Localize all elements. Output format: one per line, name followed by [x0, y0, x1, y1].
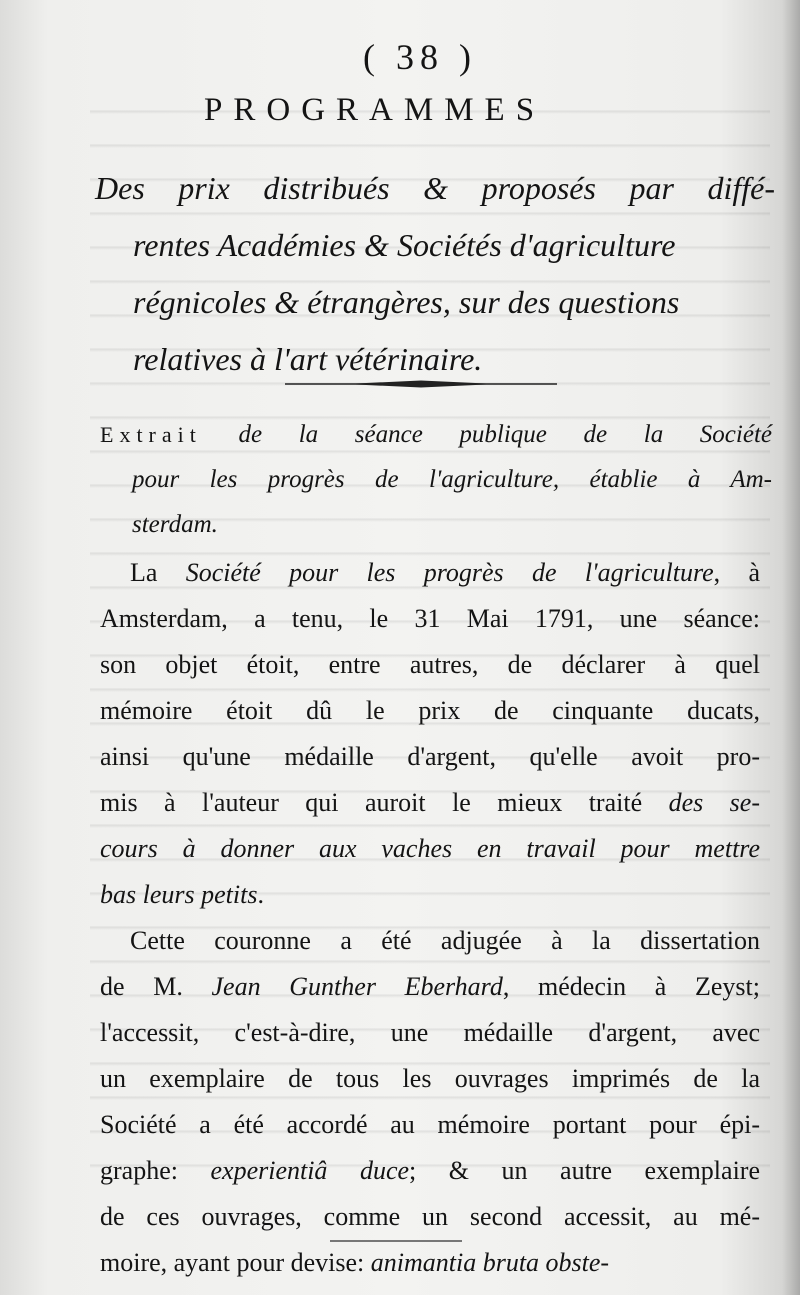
body-line — [100, 688, 760, 734]
subtitle-line: relatives à l'art vétérinaire. — [133, 341, 483, 377]
body-text — [100, 550, 760, 1286]
body-text-segment: l'accessit, c'est-à-dire, une médaille d'argent, avec — [100, 1018, 760, 1047]
body-line — [100, 1056, 760, 1102]
body-line — [100, 596, 760, 642]
body-italic-text: Société pour les progrès de l'agriculture — [185, 558, 714, 587]
body-italic-text: Jean Gunther Eberhard — [211, 972, 503, 1001]
body-line — [100, 550, 760, 596]
extract-line-text: de la séance publique de la Société — [201, 421, 772, 448]
body-text-segment: , médecin à Zeyst; — [502, 972, 760, 1001]
footer-rule — [330, 1240, 462, 1242]
body-text-segment: de M. — [100, 972, 212, 1001]
body-text-segment: son objet étoit, entre autres, de déclarer à quel — [100, 650, 760, 679]
body-line — [100, 780, 760, 826]
extract-heading — [100, 412, 772, 547]
body-text-segment: mis à l'auteur qui auroit le mieux traité — [100, 788, 669, 817]
body-text-segment: ; & un autre exemplaire — [409, 1156, 760, 1185]
body-text-segment: Cette couronne a été adjugée à la dissertation — [130, 926, 760, 955]
body-text-segment: mémoire étoit dû le prix de cinquante ducats, — [100, 696, 760, 725]
body-line — [100, 1194, 760, 1240]
body-italic-text: animantia bruta obste- — [370, 1248, 610, 1277]
page-number: ( 38 ) — [363, 37, 477, 77]
body-line — [100, 1010, 760, 1056]
extract-line: pour les progrès de l'agriculture, établie à Am- — [132, 466, 772, 493]
body-line — [100, 872, 760, 918]
body-text-segment: de ces ouvrages, comme un second accessit, au mé- — [100, 1202, 760, 1231]
body-line — [100, 826, 760, 872]
extract-lead-word: Extrait — [100, 422, 202, 447]
body-italic-text: bas leurs petits — [100, 880, 258, 909]
body-text-segment: Amsterdam, a tenu, le 31 Mai 1791, une séance: — [100, 604, 760, 633]
body-line — [100, 964, 760, 1010]
extract-line: sterdam. — [132, 511, 218, 538]
body-text-segment: . — [257, 880, 264, 909]
body-line — [100, 734, 760, 780]
body-line — [100, 918, 760, 964]
body-italic-text: cours à donner aux vaches en travail pour mettre — [100, 834, 760, 863]
subtitle-line: régnicoles & étrangères, sur des questions — [133, 284, 680, 320]
body-line — [100, 642, 760, 688]
section-title: PROGRAMMES — [204, 92, 546, 128]
body-text-segment: graphe: — [100, 1156, 211, 1185]
body-text-segment: moire, ayant pour devise: — [100, 1248, 371, 1277]
body-line — [100, 1148, 760, 1194]
body-text-segment: , à — [713, 558, 760, 587]
page-edge-shadow — [782, 0, 800, 1295]
section-subtitle — [95, 160, 775, 388]
body-line — [100, 1102, 760, 1148]
ornamental-rule — [285, 380, 557, 388]
body-text-segment: ainsi qu'une médaille d'argent, qu'elle avoit pro- — [100, 742, 760, 771]
body-text-segment: un exemplaire de tous les ouvrages imprimés de la — [100, 1064, 760, 1093]
subtitle-line: rentes Académies & Sociétés d'agriculture — [133, 227, 676, 263]
body-text-segment: Société a été accordé au mémoire portant pour épi- — [100, 1110, 760, 1139]
subtitle-line: Des prix distribués & proposés par diffé- — [95, 170, 775, 206]
body-italic-text: des se- — [668, 788, 760, 817]
body-line — [100, 1240, 760, 1286]
body-italic-text: experientiâ duce — [210, 1156, 410, 1185]
extract-line — [100, 412, 772, 457]
body-text-segment: La — [130, 558, 186, 587]
